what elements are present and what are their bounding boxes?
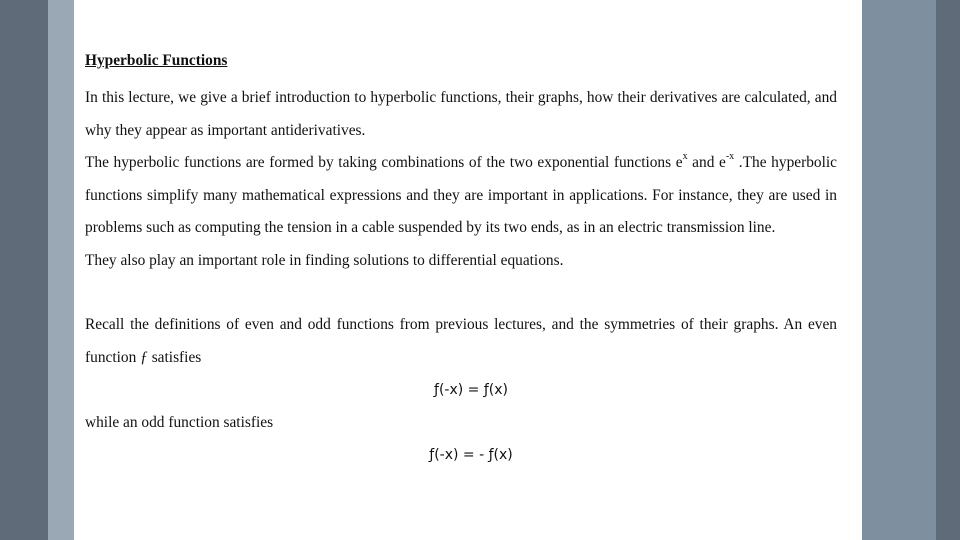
document-body (85, 48, 837, 472)
odd-function-formula: ƒ(-x) = - ƒ(x) (429, 447, 513, 463)
odd-function-paragraph: while an odd function satisfies (85, 413, 274, 431)
left-decorative-bar (0, 0, 48, 540)
exponential-paragraph (85, 147, 837, 245)
exponential-text-end: .The hyperbolic functions simplify many mathematical expressions and they are important in applications. For instance, they are used in problems such as computing the tension in a cable suspended by its two ends, as in an electric transmission line. (85, 154, 837, 236)
even-odd-text-end: satisfies (147, 348, 202, 366)
function-symbol: ƒ (140, 348, 148, 366)
left-accent-bar (48, 0, 74, 540)
even-odd-text-start: Recall the definitions of even and odd functions from previous lectures, and the symmetries of their graphs. An even function (85, 316, 837, 366)
superscript-x: x (682, 150, 688, 162)
superscript-neg-x: -x (725, 150, 735, 162)
even-function-formula: ƒ(-x) = ƒ(x) (434, 382, 508, 398)
right-accent-bar (862, 0, 936, 540)
exponential-text-start: The hyperbolic functions are formed by taking combinations of the two exponential functions e (85, 154, 683, 171)
page-title: Hyperbolic Functions (85, 52, 228, 69)
differential-paragraph: They also play an important role in finding solutions to differential equations. (85, 251, 564, 269)
right-decorative-bar (936, 0, 960, 540)
even-odd-paragraph (85, 309, 837, 374)
and-text: and e (687, 154, 726, 171)
intro-paragraph: In this lecture, we give a brief introduction to hyperbolic functions, their graphs, how their derivatives are calculated, and why they appear as important antiderivatives. (85, 89, 837, 139)
